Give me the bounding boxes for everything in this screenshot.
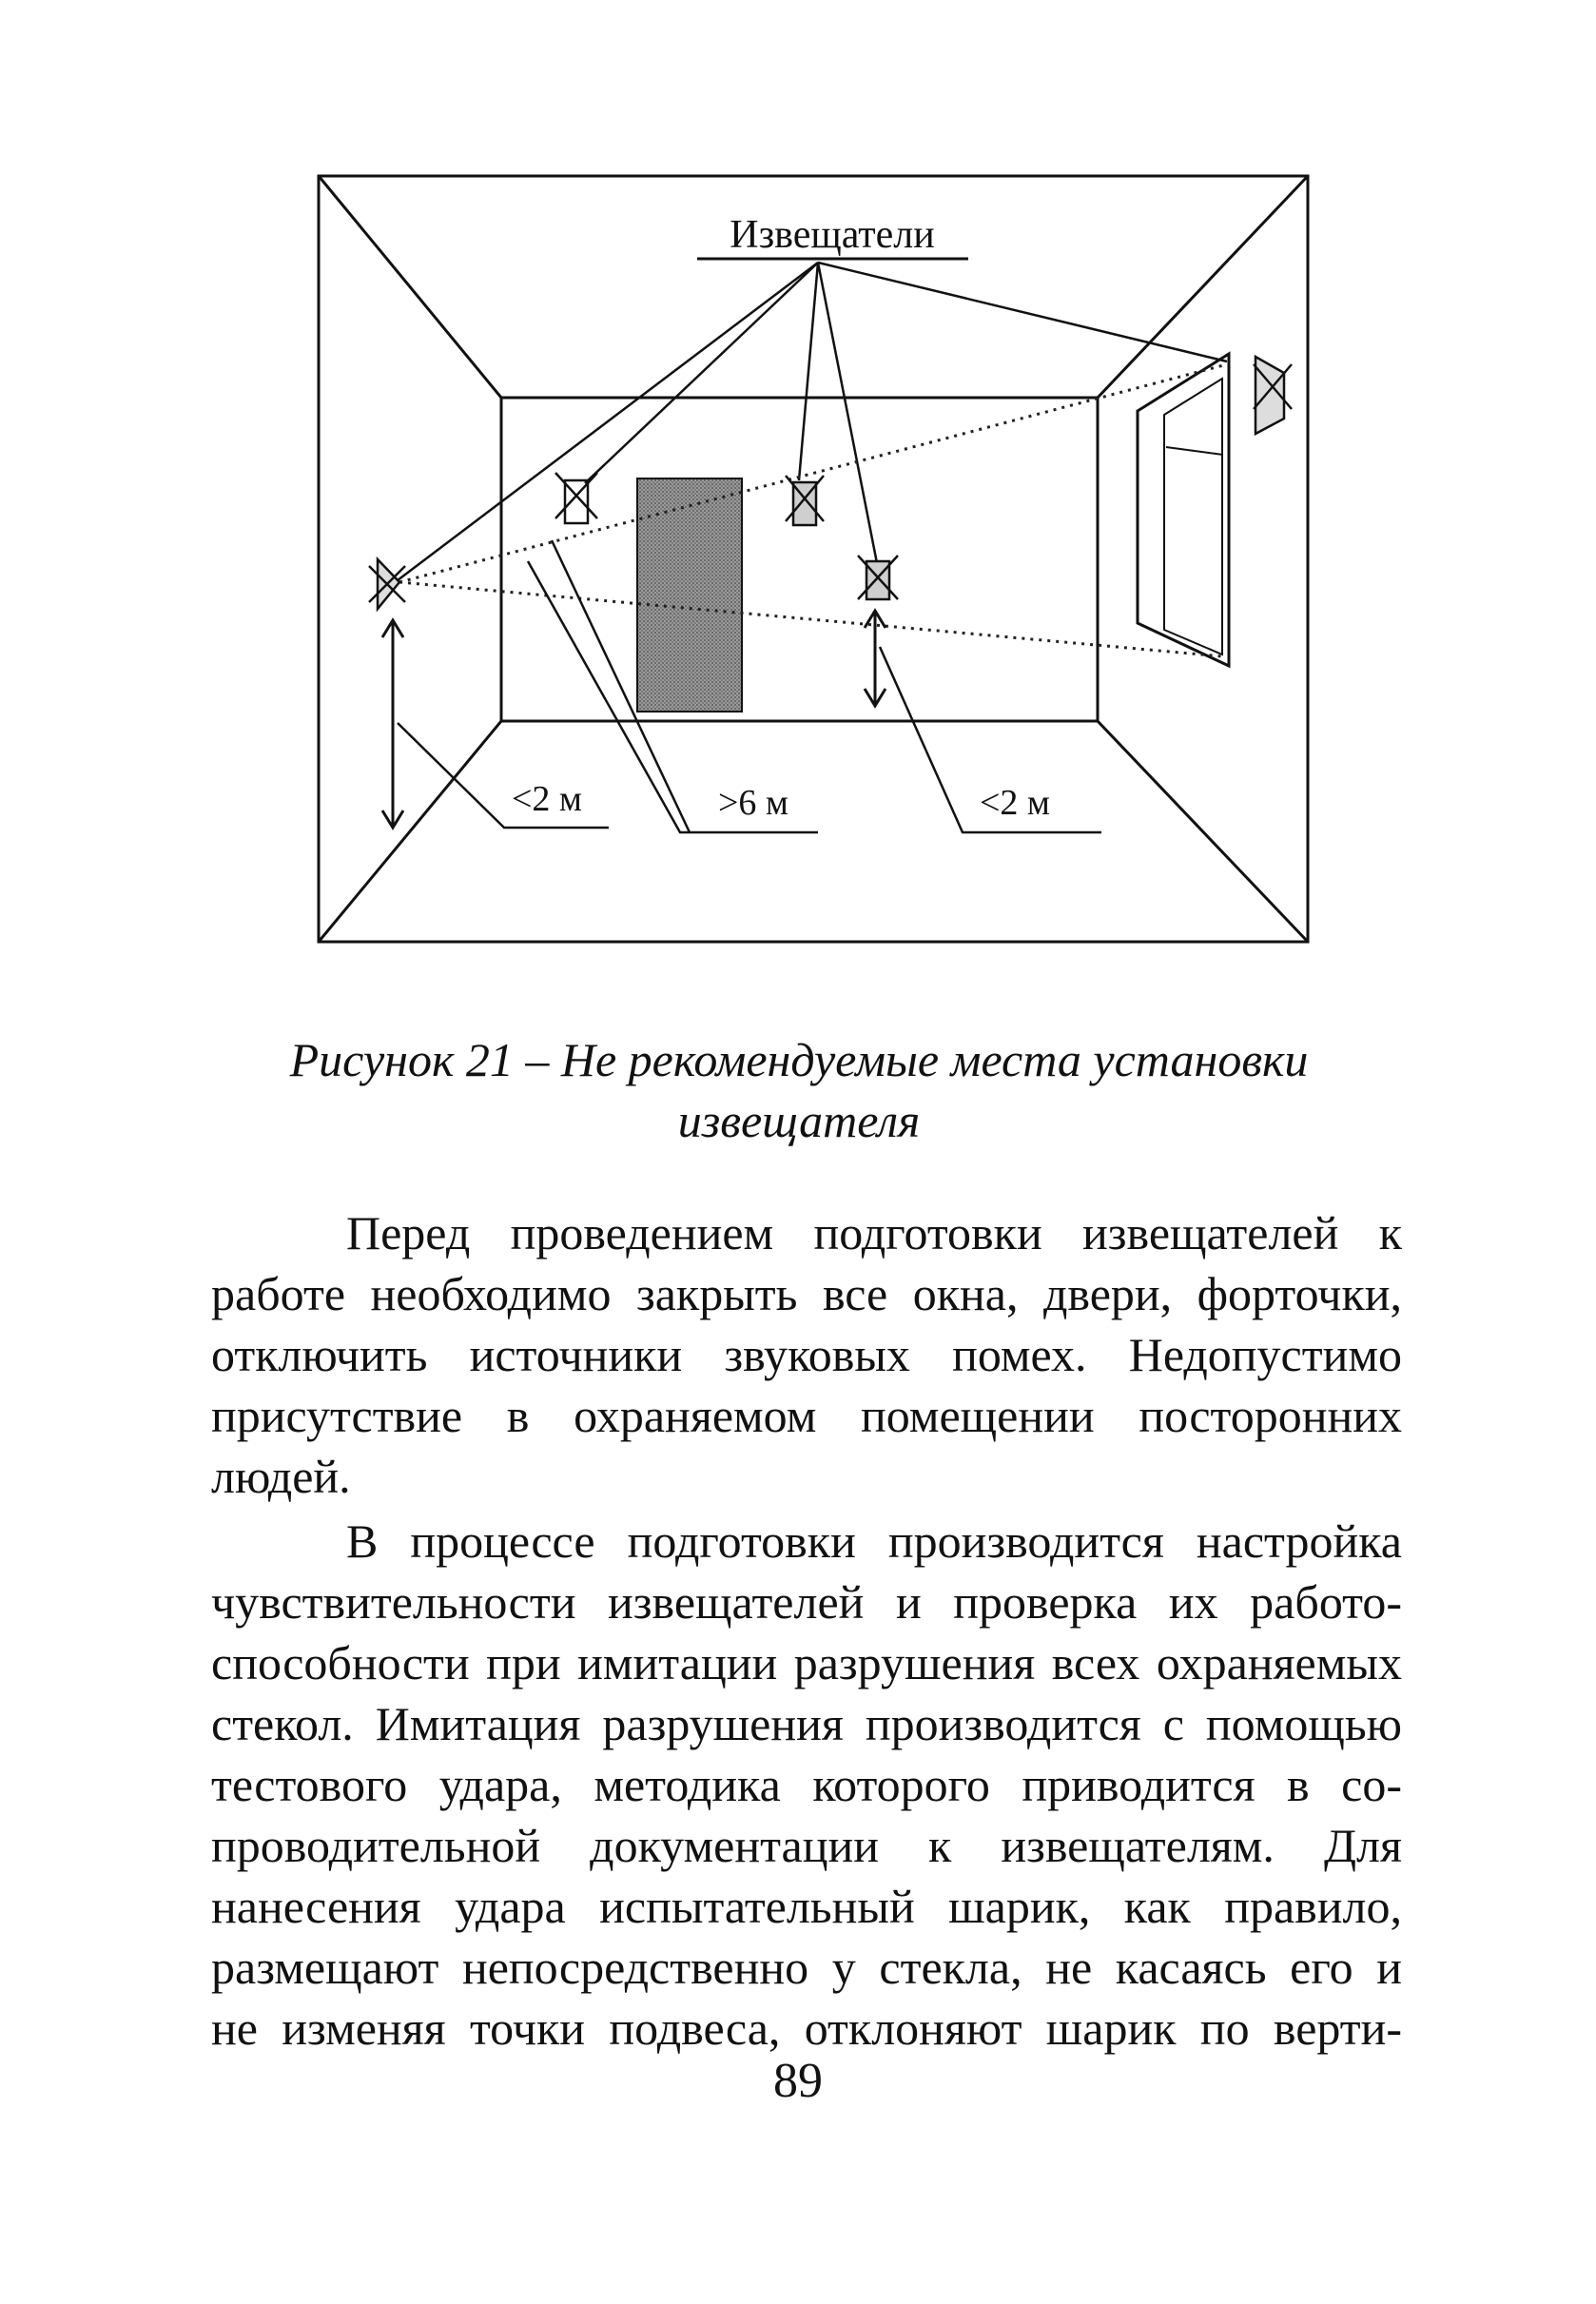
dist-left-label: <2 м — [512, 779, 582, 819]
paragraph-2 — [211, 1511, 1402, 2059]
detectors-label: Извещатели — [730, 213, 935, 257]
cabinet — [637, 478, 742, 712]
figure-caption — [190, 1029, 1408, 1151]
window — [1138, 354, 1229, 666]
caption-line-2: извещателя — [677, 1094, 921, 1147]
outer-frame — [319, 176, 1308, 942]
corner-edge-bl — [319, 721, 501, 942]
corner-edge-tl — [319, 176, 501, 398]
detector-left-icon — [369, 559, 405, 609]
corner-edge-br — [1098, 721, 1308, 942]
dist-right-label: <2 м — [980, 783, 1050, 823]
dist-mid-label: >6 м — [718, 783, 788, 823]
p2-line-4: стекол. Имитация разрушения производится с помощью — [211, 1697, 1402, 1750]
p1-line-3: отключить источники звуковых помех. Недопустимо — [211, 1328, 1402, 1381]
leader-lines — [398, 263, 1227, 580]
corner-edge-tr — [1098, 176, 1308, 398]
caption-line-1: Рисунок 21 – Не рекомендуемые места установки — [289, 1033, 1309, 1086]
p2-line-2: чувствительности извещателей и проверка их работо- — [211, 1575, 1402, 1629]
detector-back-right-icon — [858, 556, 898, 599]
p2-line-6: проводительной документации к извещателям. Для — [211, 1819, 1402, 1872]
paragraph-1 — [211, 1202, 1402, 1507]
p2-line-9: не изменяя точки подвеса, отклоняют шарик по верти- — [211, 2001, 1402, 2055]
detector-back-left-icon — [555, 473, 597, 523]
p1-line-1: Перед проведением подготовки извещателей к — [346, 1206, 1402, 1259]
arrow-right-vertical — [865, 611, 886, 706]
p2-line-5: тестового удара, методика которого приводится в со- — [211, 1758, 1402, 1811]
page-number: 89 — [773, 2054, 823, 2108]
p1-line-4: присутствие в охраняемом помещении посторонних — [211, 1389, 1402, 1442]
p2-line-7: нанесения удара испытательный шарик, как правило, — [211, 1880, 1402, 1933]
p1-line-2: работе необходимо закрыть все окна, двери, форточки, — [211, 1267, 1402, 1320]
room-diagram — [0, 0, 1596, 970]
detector-window-icon — [1254, 357, 1292, 434]
p2-line-8: размещают непосредственно у стекла, не касаясь его и — [211, 1941, 1402, 1994]
detector-back-center-icon — [786, 476, 824, 525]
p2-line-3: способности при имитации разрушения всех охраняемых — [211, 1636, 1402, 1689]
p2-line-1: В процессе подготовки производится настройка — [346, 1514, 1402, 1568]
p1-line-5: людей. — [211, 1450, 351, 1503]
